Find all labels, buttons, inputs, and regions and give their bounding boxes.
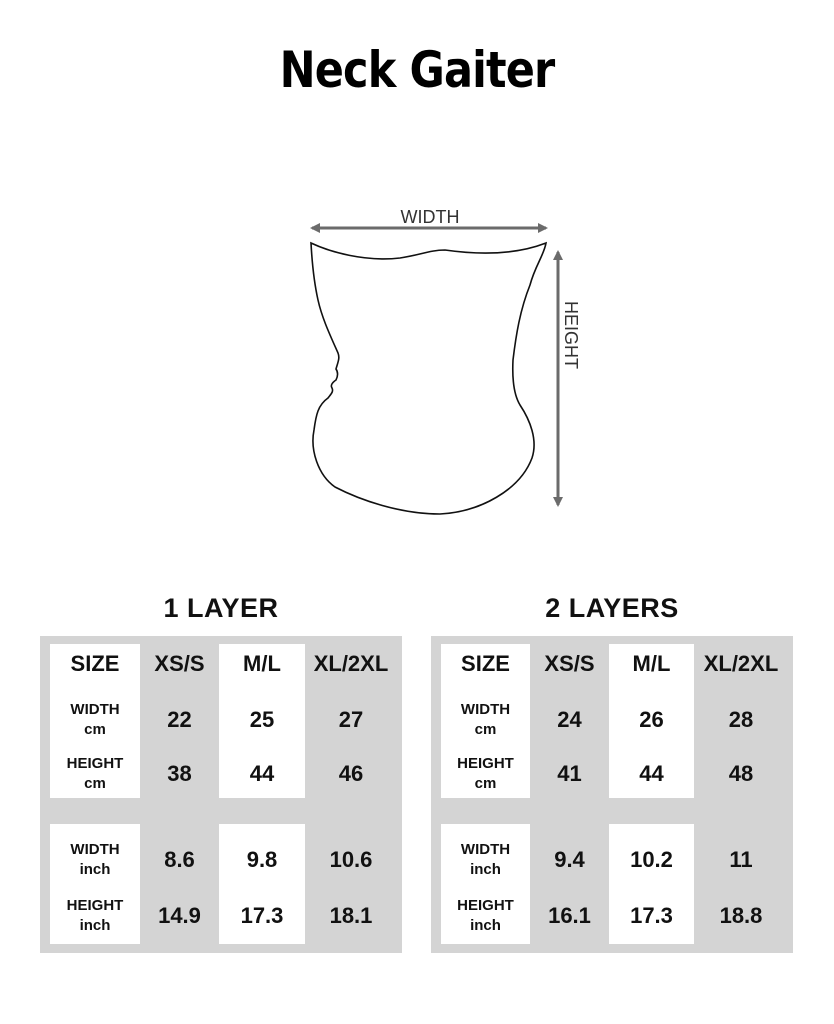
row-label-width-inch [50, 836, 140, 884]
header-xl-2xl: XL/2XL [313, 651, 389, 676]
table-title-2-layers: 2 LAYERS [545, 593, 679, 623]
row-unit-text: cm [474, 721, 497, 738]
row-label-text: WIDTH [70, 701, 120, 718]
row-label-text: HEIGHT [66, 897, 124, 914]
row-label-height-inch [441, 892, 530, 940]
table-cell: 28 [728, 707, 754, 732]
table-cell: 22 [167, 707, 192, 732]
size-table-2-layers [431, 636, 793, 953]
table-cell: 11 [729, 847, 753, 872]
table-cell: 24 [557, 707, 582, 732]
table-cell: 16.1 [548, 903, 591, 928]
table-cell: 9.4 [554, 847, 585, 872]
row-label-width-cm [441, 696, 530, 744]
row-unit-text: inch [470, 917, 501, 934]
gaiter-outline [311, 243, 546, 514]
header-m-l: M/L [243, 651, 281, 676]
row-label-text: WIDTH [460, 701, 511, 718]
header-xs-s: XS/S [544, 651, 595, 676]
row-unit-text: cm [474, 775, 497, 792]
table-cell: 41 [557, 761, 582, 786]
row-unit-text: inch [470, 861, 501, 878]
table-cell: 44 [639, 761, 664, 786]
table-cell: 46 [338, 761, 364, 786]
table-title-1-layer: 1 LAYER [163, 593, 279, 623]
row-label-text: HEIGHT [66, 755, 124, 772]
table-cell: 17.3 [240, 903, 284, 928]
row-label-height-cm [441, 750, 530, 798]
table-cell: 18.8 [719, 903, 763, 928]
row-label-text: HEIGHT [457, 897, 514, 914]
table-cell: 48 [728, 761, 754, 786]
row-unit-text: inch [79, 917, 111, 934]
row-label-text: WIDTH [70, 841, 120, 858]
row-label-width-cm [50, 696, 140, 744]
row-label-height-inch [50, 892, 140, 940]
row-label-text: WIDTH [460, 841, 511, 858]
table-cell: 26 [639, 707, 664, 732]
row-label-width-inch [441, 836, 530, 884]
header-m-l: M/L [632, 651, 671, 676]
table-cell: 9.8 [246, 847, 278, 872]
page-title: Neck Gaiter [279, 41, 555, 99]
row-label-height-cm [50, 750, 140, 798]
header-xl-2xl: XL/2XL [703, 651, 779, 676]
table-cell: 27 [338, 707, 364, 732]
header-size: SIZE [461, 651, 510, 676]
table-cell: 14.9 [158, 903, 201, 928]
height-label: HEIGHT [561, 300, 581, 370]
table-cell: 17.3 [630, 903, 673, 928]
width-label: WIDTH [400, 207, 460, 227]
table-cell: 38 [167, 761, 192, 786]
row-unit-text: cm [84, 721, 106, 738]
row-unit-text: inch [79, 861, 111, 878]
table-cell: 10.2 [630, 847, 673, 872]
row-unit-text: cm [84, 775, 106, 792]
table-cell: 18.1 [329, 903, 373, 928]
header-size: SIZE [70, 651, 120, 676]
table-cell: 25 [249, 707, 275, 732]
size-table-1-layer [40, 636, 402, 953]
table-cell: 10.6 [329, 847, 373, 872]
table-cell: 8.6 [164, 847, 195, 872]
header-xs-s: XS/S [154, 651, 205, 676]
table-cell: 44 [249, 761, 275, 786]
row-label-text: HEIGHT [457, 755, 514, 772]
